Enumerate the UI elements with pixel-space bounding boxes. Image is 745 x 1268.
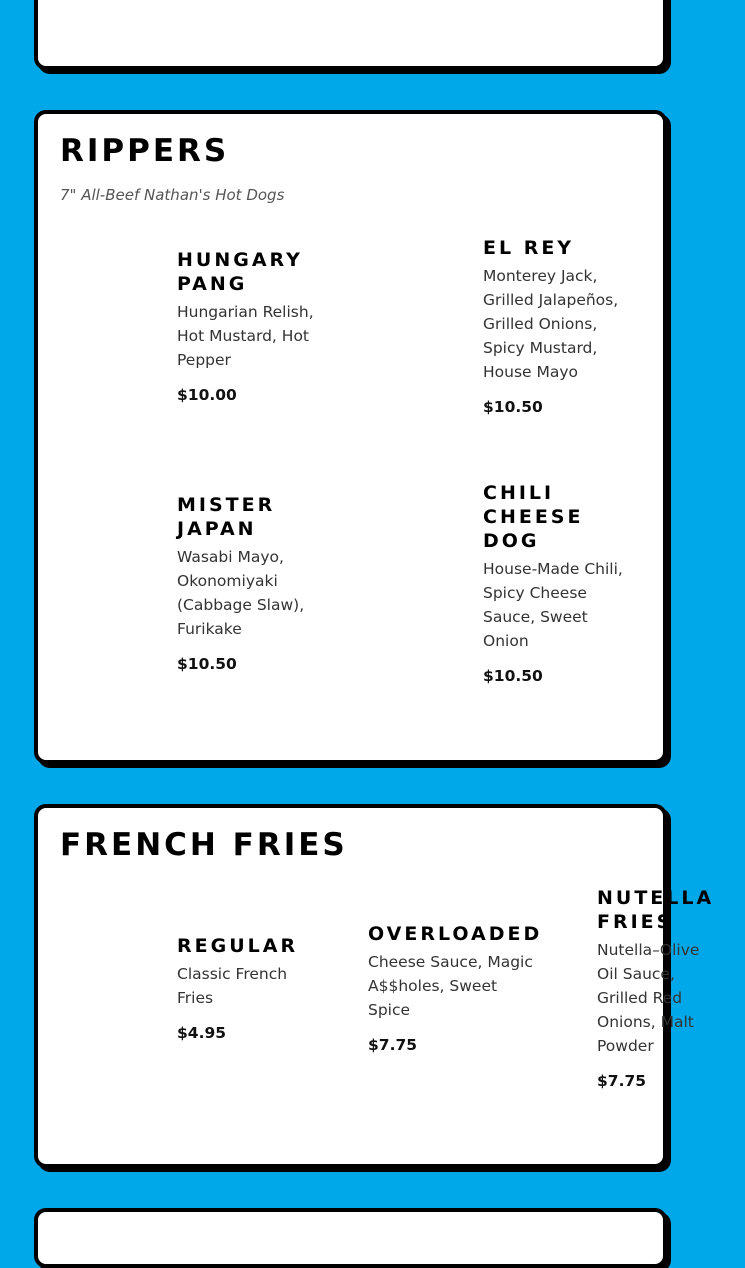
menu-item-price: $10.50: [483, 398, 543, 416]
menu-item-chili-cheese-dog: [483, 481, 633, 685]
section-subtitle: 7" All-Beef Nathan's Hot Dogs: [60, 186, 285, 204]
menu-item-description: Cheese Sauce, Magic A$$holes, Sweet Spice: [368, 953, 533, 1019]
menu-item-description: House-Made Chili, Spicy Cheese Sauce, Sweet Onion: [483, 560, 623, 650]
menu-section-card-next: [34, 1208, 667, 1268]
menu-item-overloaded: [368, 922, 543, 1054]
menu-item-description: Wasabi Mayo, Okonomiyaki (Cabbage Slaw), Furikake: [177, 548, 305, 638]
menu-item-description: Classic French Fries: [177, 965, 288, 1007]
menu-section-card-previous: [34, 0, 667, 70]
menu-item-hungary-pang: [177, 248, 327, 404]
menu-item-name: EL REY: [483, 237, 575, 259]
menu-item-description: Monterey Jack, Grilled Jalapeños, Grilled Onions, Spicy Mustard, House Mayo: [483, 267, 619, 381]
menu-item-description: Nutella–Olive Oil Sauce, Grilled Red Onions, Malt Powder: [597, 941, 700, 1055]
menu-item-price: $10.50: [483, 667, 543, 685]
section-title: FRENCH FRIES: [60, 827, 348, 863]
menu-item-price: $10.00: [177, 386, 237, 404]
menu-item-price: $10.50: [177, 655, 237, 673]
menu-item-name: HUNGARY PANG: [177, 249, 303, 295]
section-title: RIPPERS: [60, 133, 230, 169]
menu-item-name: CHILI CHEESE DOG: [483, 482, 584, 552]
menu-item-name: REGULAR: [177, 935, 299, 957]
menu-item-nutella-fries: [597, 886, 717, 1090]
menu-section-rippers: [34, 110, 667, 764]
menu-item-name: MISTER JAPAN: [177, 494, 276, 540]
menu-item-el-rey: [483, 236, 633, 416]
menu-item-price: $4.95: [177, 1024, 227, 1042]
menu-section-french-fries: [34, 804, 715, 1168]
menu-item-regular: [177, 934, 327, 1042]
menu-item-description: Hungarian Relish, Hot Mustard, Hot Pepper: [177, 303, 314, 369]
menu-item-name: NUTELLA FRIES: [597, 887, 715, 933]
menu-item-mister-japan: [177, 493, 327, 673]
menu-item-price: $7.75: [597, 1072, 647, 1090]
menu-item-price: $7.75: [368, 1036, 418, 1054]
menu-item-name: OVERLOADED: [368, 923, 543, 945]
